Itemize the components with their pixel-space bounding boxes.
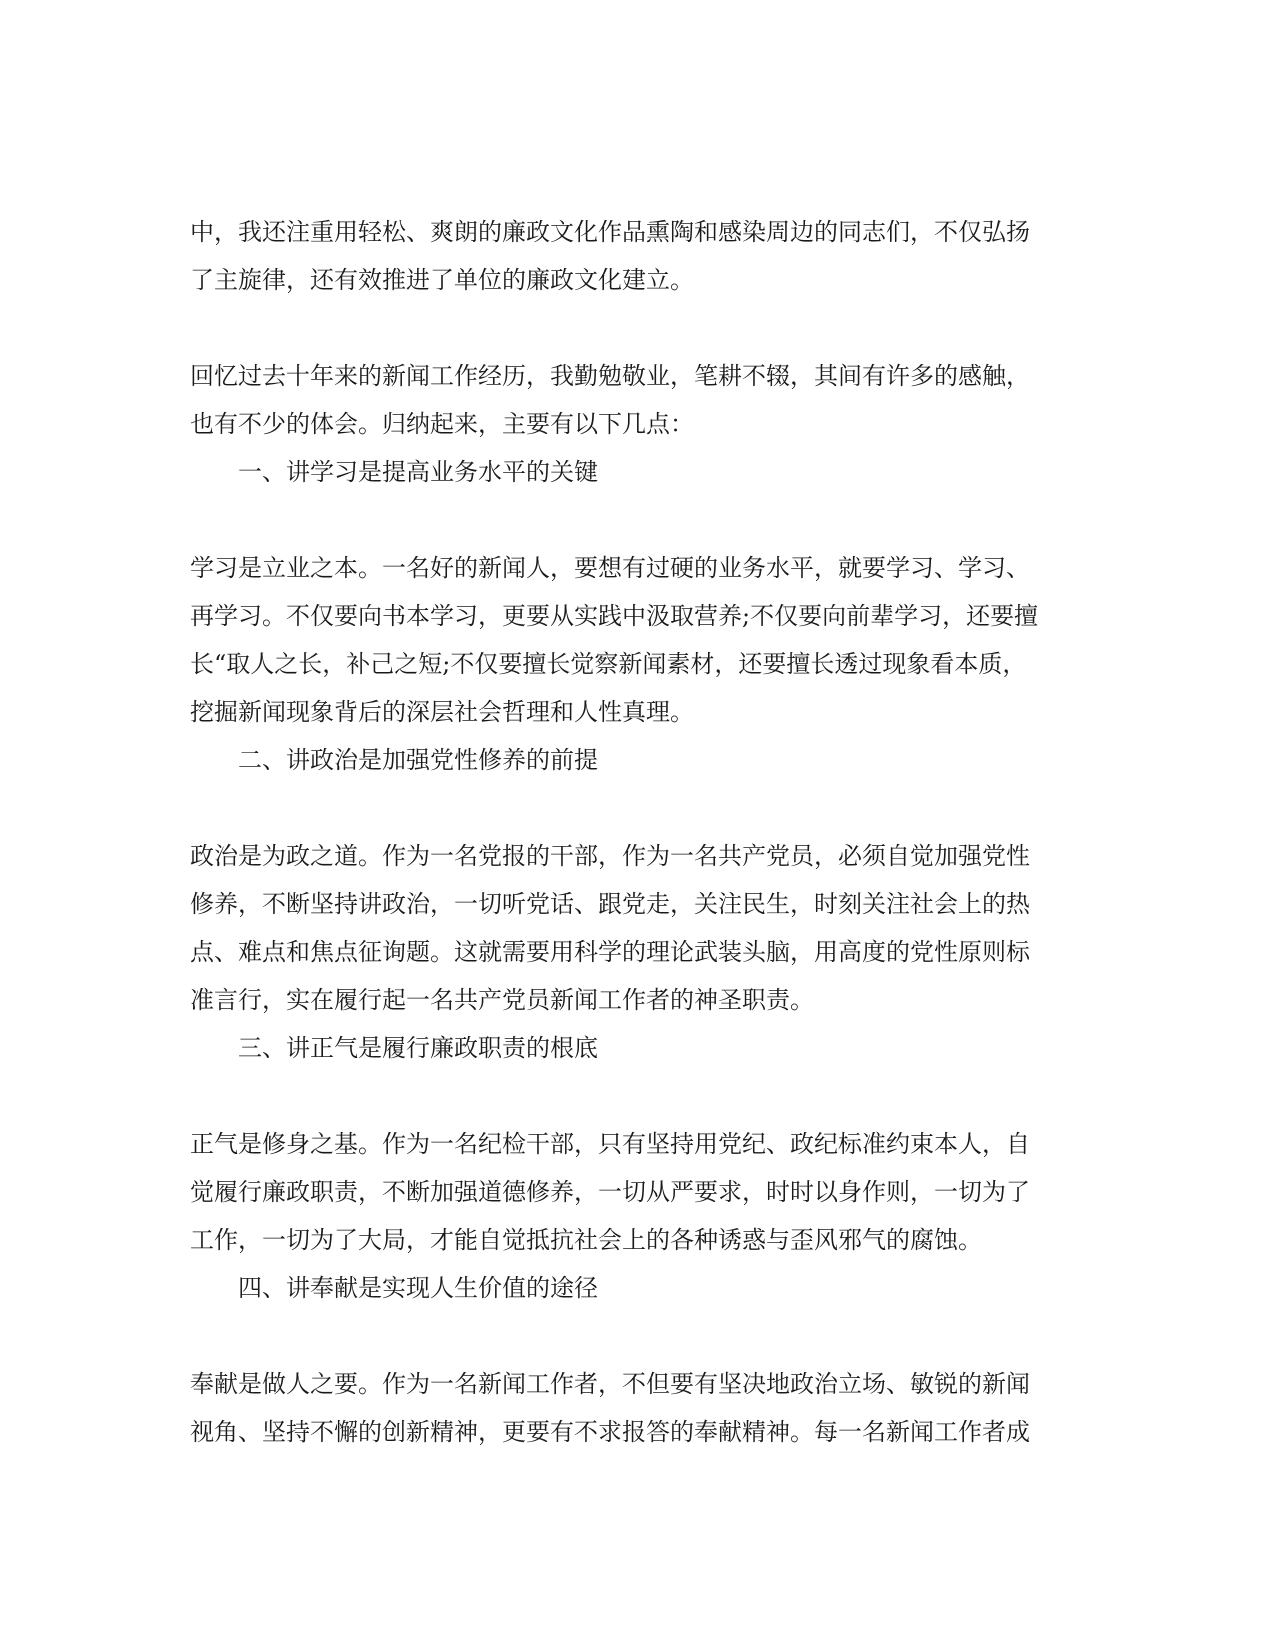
paragraph: [190, 352, 1090, 448]
text-line: 再学习。不仅要向书本学习，更要从实践中汲取营养;不仅要向前辈学习，还要擅: [190, 602, 1039, 630]
document-body: [190, 208, 1090, 1456]
paragraph: [190, 1120, 1090, 1264]
paragraph-spacer: [190, 784, 1090, 832]
text-line: 视角、坚持不懈的创新精神，更要有不求报答的奉献精神。每一名新闻工作者成: [190, 1418, 1030, 1446]
text-line: 回忆过去十年来的新闻工作经历，我勤勉敬业，笔耕不辍，其间有许多的感触，: [190, 362, 1030, 390]
section-heading: 一、讲学习是提高业务水平的关键: [238, 458, 598, 486]
text-line: 也有不少的体会。归纳起来，主要有以下几点：: [190, 410, 694, 438]
paragraph: [190, 208, 1090, 304]
text-line: 奉献是做人之要。作为一名新闻工作者，不但要有坚决地政治立场、敏锐的新闻: [190, 1370, 1030, 1398]
text-line: 长“取人之长，补己之短;不仅要擅长觉察新闻素材，还要擅长透过现象看本质，: [190, 650, 1027, 678]
text-line: 挖掘新闻现象背后的深层社会哲理和人性真理。: [190, 698, 694, 726]
paragraph-spacer: [190, 1312, 1090, 1360]
text-line: 觉履行廉政职责，不断加强道德修养，一切从严要求，时时以身作则，一切为了: [190, 1178, 1030, 1206]
paragraph-spacer: [190, 1072, 1090, 1120]
text-line: 准言行，实在履行起一名共产党员新闻工作者的神圣职责。: [190, 986, 814, 1014]
section-heading: 四、讲奉献是实现人生价值的途径: [238, 1274, 598, 1302]
text-line: 学习是立业之本。一名好的新闻人，要想有过硬的业务水平，就要学习、学习、: [190, 554, 1030, 582]
text-line: 点、难点和焦点征询题。这就需要用科学的理论武装头脑，用高度的党性原则标: [190, 938, 1030, 966]
text-line: 工作，一切为了大局，才能自觉抵抗社会上的各种诱惑与歪风邪气的腐蚀。: [190, 1226, 982, 1254]
paragraph: [190, 832, 1090, 1024]
paragraph: [190, 1360, 1090, 1456]
text-line: 中，我还注重用轻松、爽朗的廉政文化作品熏陶和感染周边的同志们，不仅弘扬: [190, 218, 1030, 246]
section-heading: 三、讲正气是履行廉政职责的根底: [238, 1034, 598, 1062]
text-line: 政治是为政之道。作为一名党报的干部，作为一名共产党员，必须自觉加强党性: [190, 842, 1030, 870]
text-line: 修养，不断坚持讲政治，一切听党话、跟党走，关注民生，时刻关注社会上的热: [190, 890, 1030, 918]
text-line: 了主旋律，还有效推进了单位的廉政文化建立。: [190, 266, 694, 294]
paragraph-spacer: [190, 304, 1090, 352]
paragraph: [190, 544, 1090, 736]
section-heading: 二、讲政治是加强党性修养的前提: [238, 746, 598, 774]
text-line: 正气是修身之基。作为一名纪检干部，只有坚持用党纪、政纪标准约束本人，自: [190, 1130, 1030, 1158]
paragraph-spacer: [190, 496, 1090, 544]
